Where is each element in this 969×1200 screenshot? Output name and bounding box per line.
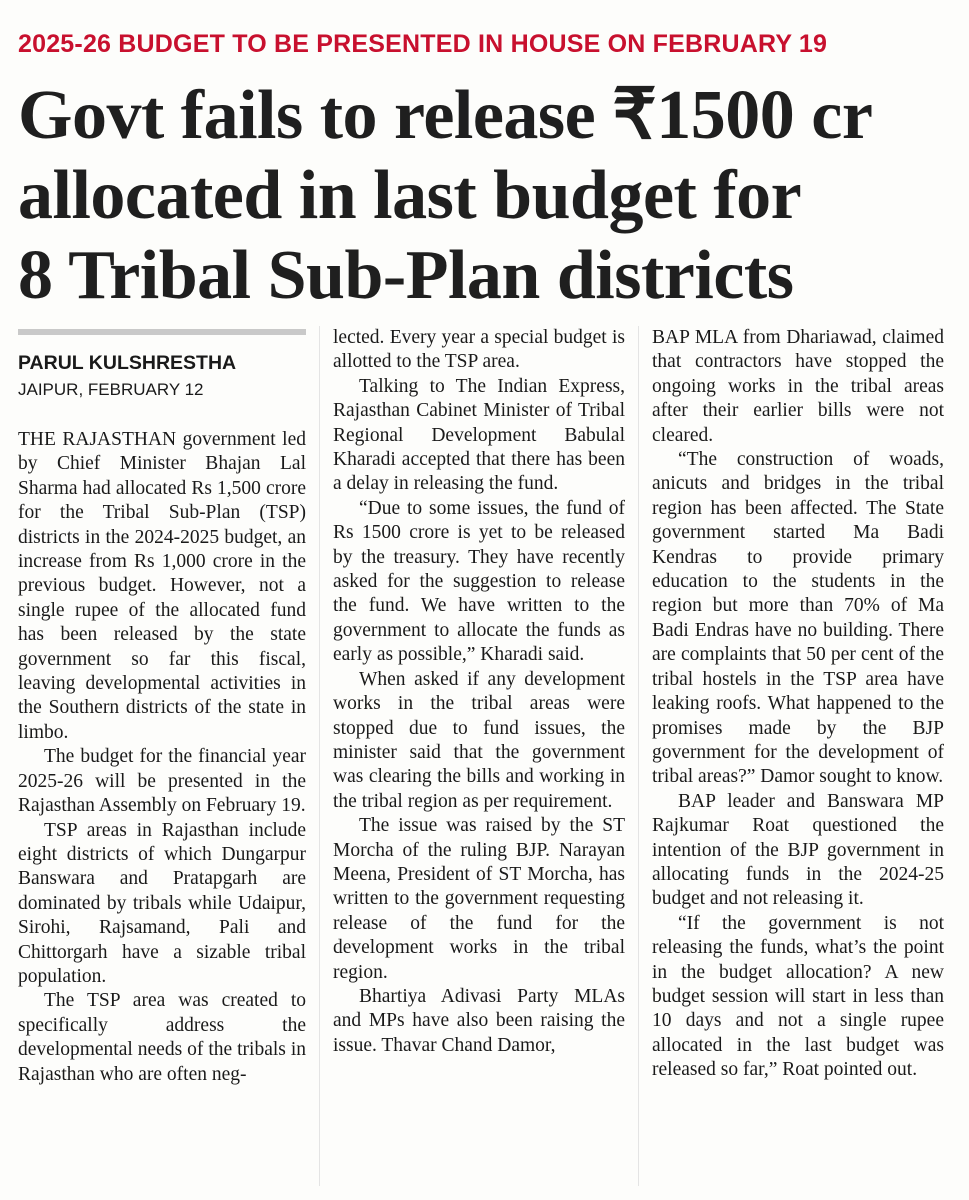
- paragraph: Bhartiya Adivasi Party MLAs and MPs have also been raising the issue. Thavar Chand Damor,: [333, 985, 625, 1056]
- paragraph: When asked if any development works in the tribal areas were stopped due to fund issues, the minister said that the government was clearing the bills and working in the tribal region as per requirement.: [333, 668, 625, 812]
- dateline: JAIPUR, FEBRUARY 12: [18, 380, 204, 399]
- paragraph: Talking to The Indian Express, Rajasthan Cabinet Minister of Tribal Regional Development Babulal Kharadi accepted that there has been a delay in releasing the fund.: [333, 375, 625, 495]
- kicker-headline: 2025-26 BUDGET TO BE PRESENTED IN HOUSE ON FEBRUARY 19: [18, 30, 828, 58]
- byline-rule: [18, 329, 306, 335]
- paragraph: lected. Every year a special budget is allotted to the TSP area.: [333, 327, 625, 373]
- paragraph: “Due to some issues, the fund of Rs 1500 crore is yet to be released by the treasury. They have recently asked for the suggestion to release the fund. We have written to the government to allocate the funds as early as possible,” Kharadi said.: [333, 497, 625, 666]
- paragraph: THE RAJASTHAN government led by Chief Minister Bhajan Lal Sharma had allocated Rs 1,500 crore for the Tribal Sub-Plan (TSP) districts in the 2024-2025 budget, an increase from Rs 1,000 crore in the previous budget. However, not a single rupee of the allocated fund has been released by the state government so far this fiscal, leaving developmental activities in the Southern districts of the state in limbo.: [18, 429, 306, 743]
- article-column-3: [652, 326, 944, 1083]
- paragraph: BAP MLA from Dhariawad, claimed that contractors have stopped the ongoing works in the tribal areas after their earlier bills were not cleared.: [652, 327, 944, 446]
- headline-line: allocated in last budget for: [18, 157, 802, 234]
- article-column-1: [18, 428, 306, 1087]
- column-divider: [319, 326, 320, 1186]
- column-divider: [638, 326, 639, 1186]
- headline: [18, 76, 953, 316]
- paragraph: “The construction of woads, anicuts and bridges in the tribal region has been affected. The State government started Ma Badi Kendras to provide primary education to the students in the region but more than 70% of Ma Badi Endras have no building. There are complaints that 50 per cent of the tribal hostels in the TSP area have leaking roofs. What happened to the promises made by the BJP government for the development of tribal areas?” Damor sought to know.: [652, 449, 944, 788]
- author-name: PARUL KULSHRESTHA: [18, 352, 237, 374]
- paragraph: BAP leader and Banswara MP Rajkumar Roat questioned the intention of the BJP government in allocating funds in the 2024-25 budget and not releasing it.: [652, 790, 944, 910]
- headline-line: 8 Tribal Sub-Plan districts: [18, 237, 794, 314]
- headline-line: Govt fails to release ₹1500 cr: [18, 77, 873, 154]
- paragraph: TSP areas in Rajasthan include eight districts of which Dungarpur Banswara and Pratapgarh are dominated by tribals while Udaipur, Sirohi, Rajsamand, Pali and Chittorgarh have a sizable tribal population.: [18, 819, 306, 987]
- article-column-2: [333, 326, 625, 1058]
- paragraph: The budget for the financial year 2025-26 will be presented in the Rajasthan Assembly on February 19.: [18, 746, 306, 817]
- paragraph: The TSP area was created to specifically address the developmental needs of the tribals in Rajasthan who are often neg-: [18, 990, 306, 1085]
- paragraph: The issue was raised by the ST Morcha of the ruling BJP. Narayan Meena, President of ST Morcha, has written to the government requesting release of the fund for the development works in the tribal region.: [333, 815, 625, 983]
- paragraph: “If the government is not releasing the funds, what’s the point in the budget allocation? A new budget session will start in less than 10 days and not a single rupee allocated in the last budget was released so far,” Roat pointed out.: [652, 912, 944, 1081]
